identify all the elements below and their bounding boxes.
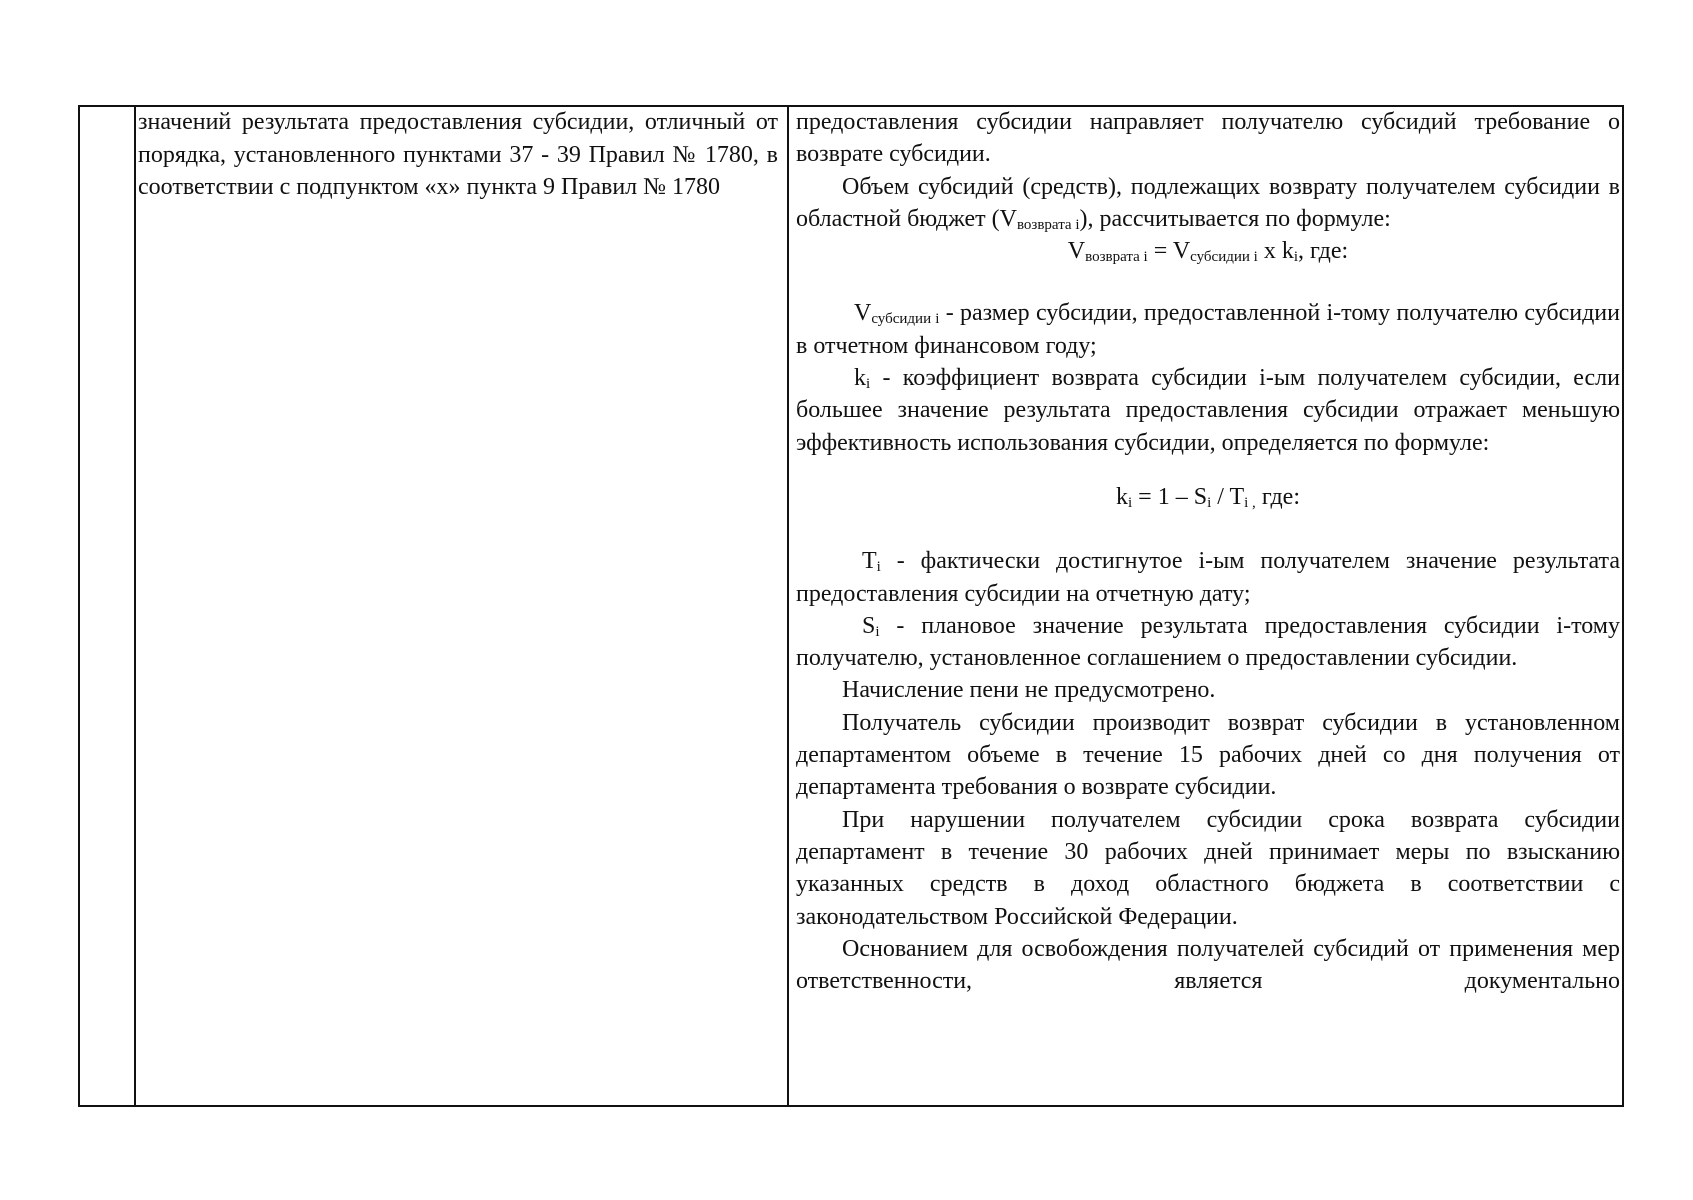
definition-t: $T_i$ - фактически достигнутое i-ым получателем значение результата предоставления субсидии на отчетную дату; [796,548,1620,607]
table-cell-condition [138,106,778,204]
paragraph-requirement: предоставления субсидии направляет получателю субсидий требование о возврате субсидии. [796,109,1620,168]
column-divider-2 [787,105,789,1107]
table-right-border [1622,105,1624,1107]
paragraph-return-terms: Получатель субсидии производит возврат субсидии в установленном департаментом объеме в течение 15 рабочих дней со дня получения от департамента требования о возврате субсидии. [796,709,1620,801]
paragraph-volume: Объем субсидий (средств), подлежащих возврату получателем субсидии в областной бюджет $(V_{возврата i})$, рассчитывается по формуле: [796,173,1620,233]
paragraph-exemption-basis: Основанием для освобождения получателей субсидий от применения мер ответственности, является документально [796,935,1620,995]
definition-k: $k_i$ - коэффициент возврата субсидии i-ым получателем субсидии, если большее значение результата предоставления субсидии отражает меньшую эффективность использования субсидии, определяется по формуле: [796,365,1620,456]
formula-return-volume: $V_{возврата i} = V_{субсидии i}$ x $k_i$, где: [1067,238,1349,266]
definition-s: $S_i$ - плановое значение результата предоставления субсидии i-тому получателю, установленное соглашением о предоставлении субсидии. [796,612,1620,672]
paragraph-violation: При нарушении получателем субсидии срока возврата субсидии департамент в течение 30 рабочих дней принимает меры по взысканию указанных средств в доход областного бюджета в соответствии с законодательством Российской Федерации. [796,806,1620,930]
formula-coefficient: $k_i = 1 - S_i / T_{i ,}$ где: [1116,483,1300,511]
definition-v-subsidy: $V_{субсидии i}$ - размер субсидии, предоставленной i-тому получателю субсидии в отчетном финансовом году; [796,300,1620,359]
table-cell-description [796,106,1620,997]
paragraph-penalty: Начисление пени не предусмотрено. [842,677,1216,704]
column-divider-1 [134,105,136,1107]
condition-text: значений результата предоставления субсидии, отличный от порядка, установленного пунктами 37 - 39 Правил № 1780, в соответствии с подпунктом «х» пункта 9 Правил № 1780 [138,109,778,200]
